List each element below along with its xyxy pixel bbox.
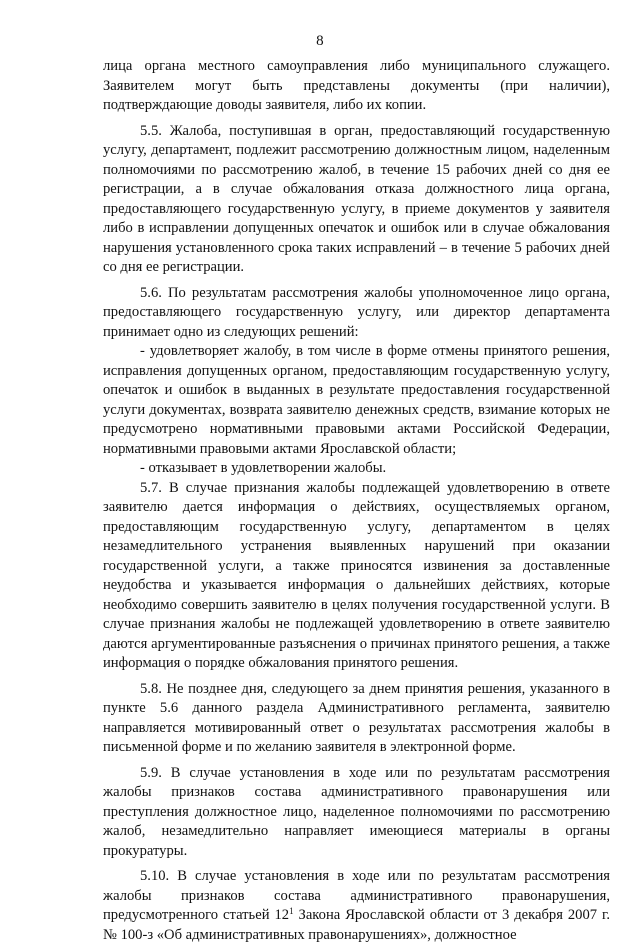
document-body	[103, 57, 610, 945]
paragraph-5-10-text-a: 5.10. В случае установления в ходе или по результатам рассмотрения жалобы признаков состава административного правонарушения, предусмотренного статьей 12	[103, 868, 610, 923]
paragraph-5-7: 5.7. В случае признания жалобы подлежащей удовлетворению в ответе заявителю дается информация о действиях, осуществляемых органом, предоставляющим государственную услугу, департаментом в целях незамедлительного устранения выявленных нарушений при оказании государственной услуги, а также приносятся извинения за доставленные неудобства и указывается информация о дальнейших действиях, которые необходимо совершить заявителю в целях получения государственной услуги. В случае признания жалобы не подлежащей удовлетворению в ответе заявителю даются аргументированные разъяснения о причинах принятого решения, а также информация о порядке обжалования принятого решения.	[103, 479, 610, 671]
paragraph-5-5: 5.5. Жалоба, поступившая в орган, предоставляющий государственную услугу, департамент, подлежит рассмотрению должностным лицом, наделенным полномочиями по рассмотрению жалоб, в течение 15 рабочих дней со дня ее регистрации, а в случае обжалования отказа должностного лица органа, предоставляющего государственную услугу, в приеме документов у заявителя либо в исправлении допущенных опечаток и ошибок или в случае обжалования нарушения установленного срока таких исправлений – в течение 5 рабочих дней со дня ее регистрации.	[103, 122, 610, 275]
paragraph-5-8: 5.8. Не позднее дня, следующего за днем принятия решения, указанного в пункте 5.6 данного раздела Административного регламента, заявителю направляется мотивированный ответ о результатах рассмотрения жалобы в письменной форме и по желанию заявителя в электронной форме.	[103, 680, 610, 755]
paragraph-5-10	[103, 867, 610, 945]
paragraph-5-6: 5.6. По результатам рассмотрения жалобы уполномоченное лицо органа, предоставляющего государственную услугу, или директор департамента принимает одно из следующих решений:	[103, 284, 610, 340]
list-item-refuse: - отказывает в удовлетворении жалобы.	[140, 460, 387, 476]
list-item-satisfy: - удовлетворяет жалобу, в том числе в форме отмены принятого решения, исправления допущенных органом, предоставляющим государственную услугу, опечаток и ошибок в выданных в результате предоставления государственной услуги документах, возврата заявителю денежных средств, взимание которых не предусмотрено нормативными правовыми актами Российской Федерации, нормативными правовыми актами Ярославской области;	[103, 343, 610, 457]
article-superscript: 1	[289, 906, 294, 916]
paragraph-5-10-text-b: Закона Ярославской области от 3 декабря 2007 г. № 100-з «Об административных правонарушениях», должностное	[103, 907, 610, 943]
paragraph-continuation: лица органа местного самоуправления либо муниципального служащего. Заявителем могут быть представлены документы (при наличии), подтверждающие доводы заявителя, либо их копии.	[103, 58, 610, 113]
paragraph-5-9: 5.9. В случае установления в ходе или по результатам рассмотрения жалобы признаков состава административного правонарушения или преступления должностное лицо, наделенное полномочиями по рассмотрению жалоб, незамедлительно направляет имеющиеся материалы в органы прокуратуры.	[103, 764, 610, 859]
page-number: 8	[316, 33, 324, 49]
